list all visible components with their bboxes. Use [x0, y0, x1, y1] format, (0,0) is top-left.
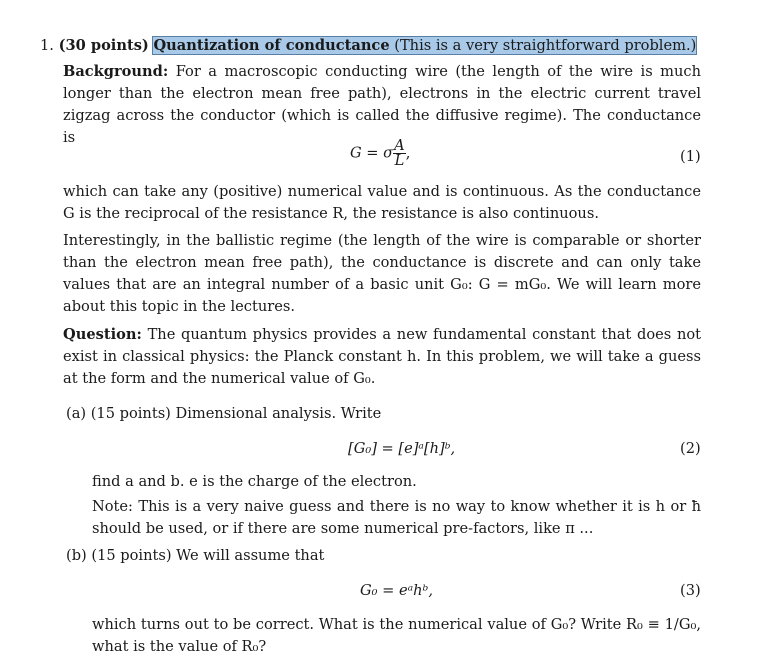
equation-3-number: (3)	[680, 582, 701, 599]
problem-points: (30 points)	[58, 37, 149, 54]
question-label: Question:	[63, 326, 142, 343]
background-text: For a macroscopic conducting wire (the length of the wire is much longer than the electron mean free path), electrons in the electric current travel zigzag across the conductor (which is called the diffusive regime). The conductance is	[63, 63, 701, 146]
ballistic-paragraph: Interestingly, in the ballistic regime (the length of the wire is comparable or shorter than the electron mean free path), the conductance is discrete and can only take values that are an integral number of a basic unit G₀: G = mG₀. We will learn more about this topic in the lectures.	[63, 232, 701, 315]
part-b-heading	[66, 545, 324, 567]
problem-title: Quantization of conductance	[153, 37, 390, 54]
part-a-after: find a and b. e is the charge of the electron.	[92, 473, 417, 490]
continuity-paragraph: which can take any (positive) numerical value and is continuous. As the conductance G is the reciprocal of the resistance R, the resistance is also continuous.	[63, 183, 701, 222]
part-a-heading	[66, 403, 381, 425]
background-paragraph	[63, 61, 701, 149]
equation-3: G₀ = eᵃhᵇ,	[360, 582, 434, 599]
part-b-after: which turns out to be correct. What is the numerical value of G₀? Write R₀ ≡ 1/G₀, what is the value of R₀?	[92, 616, 701, 655]
problem-title-note: (This is a very straightforward problem.)	[394, 37, 697, 54]
equation-1-numerator: A	[394, 137, 405, 154]
equation-2-number: (2)	[680, 440, 701, 457]
equation-1-denominator: L	[394, 152, 405, 169]
part-b-text: (15 points) We will assume that	[91, 547, 325, 564]
problem-heading	[40, 35, 696, 57]
part-a-text: (15 points) Dimensional analysis. Write	[90, 405, 382, 422]
question-paragraph	[63, 324, 701, 390]
equation-1-tail: ,	[405, 144, 411, 162]
equation-1-number: (1)	[680, 148, 701, 165]
equation-1-fraction	[393, 139, 406, 168]
problem-number: 1.	[40, 37, 54, 54]
equation-2: [G₀] = [e]ᵃ[h]ᵇ,	[348, 440, 456, 457]
equation-1-lhs: G = σ	[350, 144, 394, 162]
question-text: The quantum physics provides a new fundamental constant that does not exist in classical physics: the Planck constant h. In this problem, we will take a guess at the form and the numerical value of G₀.	[63, 326, 702, 387]
equation-1	[350, 137, 411, 169]
part-a-note: Note: This is a very naive guess and there is no way to know whether it is h or ħ should be used, or if there are some numerical pre-factors, like π ...	[92, 498, 701, 537]
part-a-label: (a)	[66, 405, 87, 422]
part-b-label: (b)	[66, 547, 87, 564]
background-label: Background:	[63, 63, 169, 80]
highlighted-selection	[153, 37, 696, 54]
